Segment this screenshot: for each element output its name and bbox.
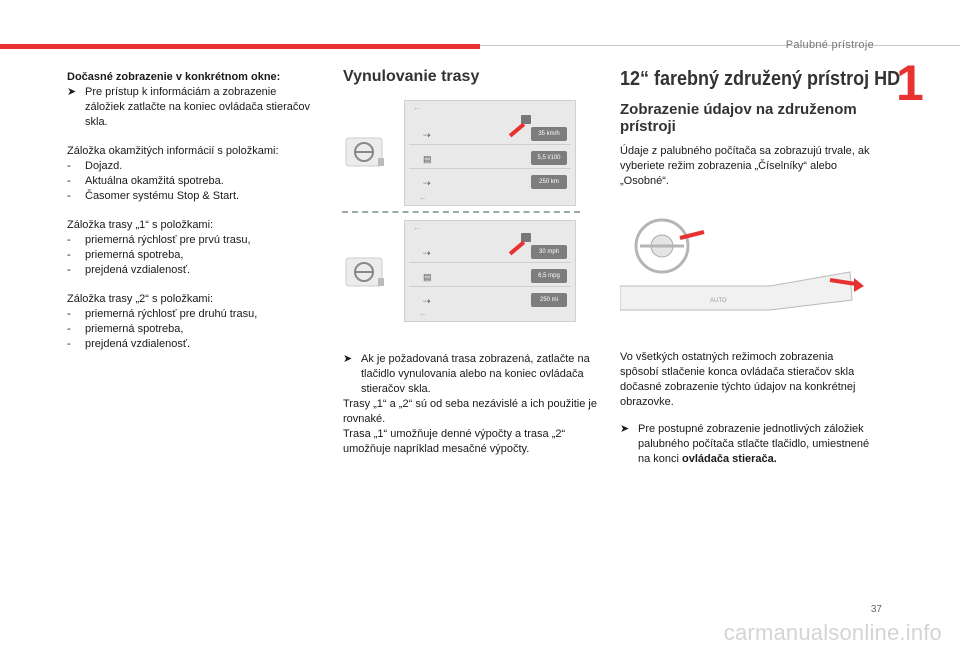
page-number: 37 <box>870 604 882 615</box>
p4-title: Záložka trasy „2“ s položkami: <box>67 293 214 305</box>
header-red-bar <box>0 44 480 49</box>
distance-icon: ⇢ <box>423 296 431 306</box>
trip-panel-1 <box>404 100 576 206</box>
panel-row: ⇢ 250 km <box>409 171 571 193</box>
list-item: - Dojazd. <box>67 160 123 172</box>
list-item: - Aktuálna okamžitá spotreba. <box>67 175 224 187</box>
back-arrow-icon: ← <box>419 193 427 202</box>
list-item: - prejdená vzdialenosť. <box>67 264 191 276</box>
trip-text-1: Trasy „1“ a „2“ sú od seba nezávislé a ich použitie je rovnaké. <box>343 398 597 425</box>
panel-row: ⇢ 30 mph <box>409 241 571 263</box>
col3-instruction: ➤ Pre postupné zobrazenie jednotlivých záložiek palubného počítača stlačte tlačidlo, umiestnené na konci ovládača stierača. <box>620 423 870 465</box>
list-item: - priemerná rýchlosť pre druhú trasu, <box>67 308 258 320</box>
list-item: - priemerná spotreba, <box>67 249 184 261</box>
fuel-icon: ▤ <box>423 272 432 282</box>
steering-wheel-icon <box>344 136 388 172</box>
instrument-subheading: Zobrazenie údajov na združenom prístroji <box>620 101 857 135</box>
p2-title: Záložka okamžitých informácií s položkami: <box>67 145 279 157</box>
back-arrow-icon: ← <box>413 223 421 232</box>
car-speed-icon: ⇢ <box>423 248 431 258</box>
car-speed-icon: ⇢ <box>423 130 431 140</box>
panel-row: ⇢ 250 mi <box>409 289 571 311</box>
panel-row: ▤ 6,5 mpg <box>409 265 571 287</box>
p1-item: ➤ Pre prístup k informáciám a zobrazenie záložiek zatlačte na koniec ovládača stieračov skla. <box>67 86 311 128</box>
back-arrow-icon: ← <box>413 103 421 112</box>
chapter-number: 1 <box>896 55 924 111</box>
watermark: carmanualsonline.info <box>723 620 942 645</box>
panel-row: ▤ 5,5 l/100 <box>409 147 571 169</box>
arrow-icon: ➤ <box>620 423 630 435</box>
col3-p2: Vo všetkých ostatných režimoch zobrazenia spôsobí stlačenie konca ovládača stieračov skla dočasné zobrazenie týchto údajov na konkrétnej obrazovke. <box>620 351 856 408</box>
arrow-icon: ➤ <box>67 86 77 98</box>
list-item: - prejdená vzdialenosť. <box>67 338 191 350</box>
steering-wheel-icon <box>344 256 388 292</box>
p3-title: Záložka trasy „1“ s položkami: <box>67 219 214 231</box>
instrument-heading: 12“ farebný združený prístroj HD <box>620 68 901 90</box>
page-section-title: Palubné prístroje <box>785 39 874 51</box>
col3-p1: Údaje z palubného počítača sa zobrazujú trvale, ak vyberiete režim zobrazenia „Číselníky“ alebo „Osobné“. <box>620 145 870 187</box>
header-rule <box>480 45 960 46</box>
list-item: - Časomer systému Stop & Start. <box>67 190 240 202</box>
trip-reset-heading: Vynulovanie trasy <box>343 68 480 85</box>
column-1 <box>67 70 317 362</box>
trip-text-2: Trasa „1“ umožňuje denné výpočty a trasa „2“ umožňuje napríklad mesačné výpočty. <box>343 428 566 455</box>
trip-reset-text <box>343 352 601 457</box>
trip-panel-2 <box>404 220 576 322</box>
panel-row: ⇢ 35 km/h <box>409 123 571 145</box>
back-arrow-icon: ← <box>419 309 427 318</box>
dashed-divider <box>342 211 580 213</box>
wiper-stalk-illustration <box>620 210 870 330</box>
list-item: - priemerná rýchlosť pre prvú trasu, <box>67 234 251 246</box>
p1-title: Dočasné zobrazenie v konkrétnom okne: <box>67 71 281 83</box>
fuel-icon: ▤ <box>423 154 432 164</box>
arrow-icon: ➤ <box>343 353 353 365</box>
list-item: - priemerná spotreba, <box>67 323 184 335</box>
distance-icon: ⇢ <box>423 178 431 188</box>
reset-instruction: ➤ Ak je požadovaná trasa zobrazená, zatlačte na tlačidlo vynulovania alebo na koniec ovládača stieračov skla. <box>343 353 590 395</box>
svg-text:AUTO: AUTO <box>710 298 727 304</box>
